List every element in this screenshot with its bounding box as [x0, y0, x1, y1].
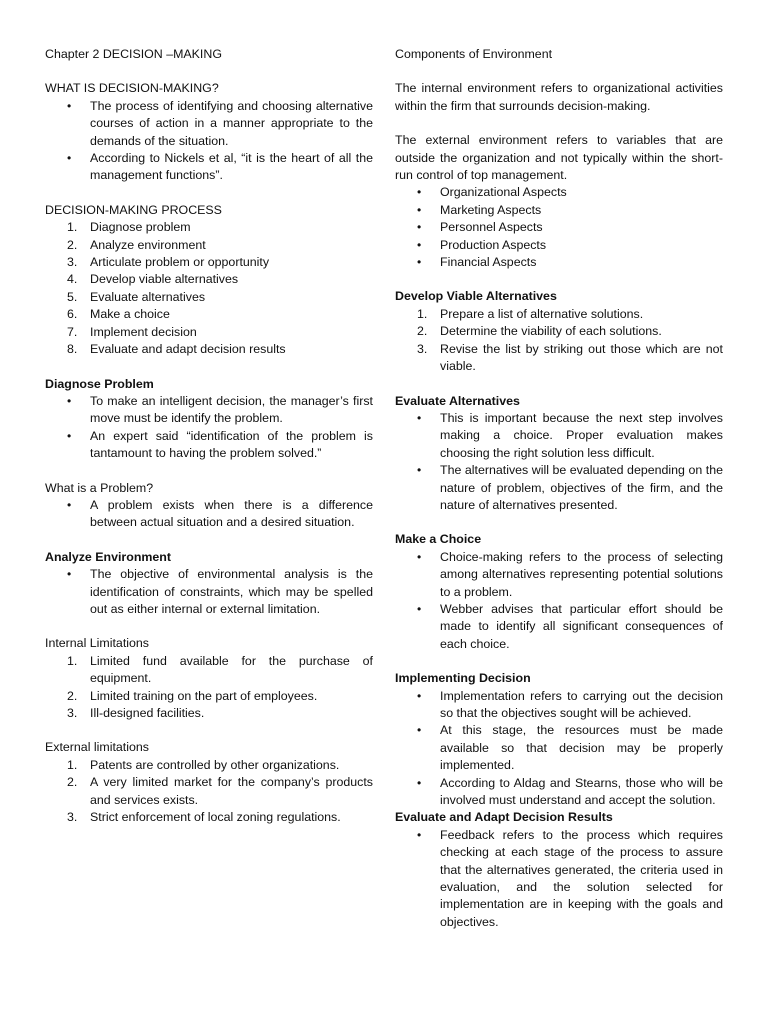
bullet-icon: • [67, 567, 72, 582]
bullet-list [45, 497, 373, 532]
bullet-icon: • [417, 549, 422, 564]
section-heading: Diagnose Problem [45, 376, 154, 391]
list-item [395, 827, 723, 931]
list-number: 3. [417, 341, 428, 356]
section-what-is-decision-making [45, 80, 373, 184]
list-item [395, 202, 723, 219]
list-item-text: Revise the list by striking out those which are not viable. [440, 341, 723, 374]
numbered-list [395, 306, 723, 376]
list-item [395, 219, 723, 236]
list-number: 1. [417, 306, 428, 321]
bullet-icon: • [417, 185, 422, 200]
list-item-text: Limited fund available for the purchase of equipment. [90, 653, 373, 686]
list-item-text: To make an intelligent decision, the manager’s first move must be identify the problem. [90, 393, 373, 426]
list-item-text: According to Nickels et al, “it is the heart of all the management functions”. [90, 151, 373, 183]
list-item [395, 549, 723, 601]
bullet-icon: • [417, 410, 422, 425]
right-column [395, 46, 723, 948]
list-item-text: Webber advises that particular effort should be made to identify all significant consequences of each choice. [440, 601, 723, 651]
list-item-text: Financial Aspects [440, 255, 537, 270]
list-item-text: Marketing Aspects [440, 202, 542, 217]
left-sections [45, 80, 373, 826]
numbered-list [45, 219, 373, 358]
list-item-text: The process of identifying and choosing alternative courses of action in a manner appropriate to the demands of the situation. [90, 98, 373, 148]
list-item [45, 393, 373, 428]
section-evaluate-and-adapt-decision-results [395, 809, 723, 931]
bullet-icon: • [417, 601, 422, 616]
section-external-limitations [45, 739, 373, 826]
list-item [45, 289, 373, 306]
bullet-icon: • [417, 237, 422, 252]
list-item-text: Evaluate and adapt decision results [90, 342, 286, 357]
numbered-list [45, 653, 373, 723]
list-item [395, 601, 723, 653]
list-item [45, 705, 373, 722]
section-diagnose-problem [45, 376, 373, 463]
list-item [45, 219, 373, 236]
section-heading: Evaluate Alternatives [395, 393, 520, 408]
section-heading: External limitations [45, 740, 149, 755]
list-item-text: Limited training on the part of employees. [90, 688, 318, 703]
bullet-icon: • [417, 688, 422, 703]
list-item-text: Prepare a list of alternative solutions. [440, 306, 644, 321]
list-item-text: Articulate problem or opportunity [90, 255, 270, 270]
list-item-text: Production Aspects [440, 237, 547, 252]
list-item-text: Ill-designed facilities. [90, 706, 205, 720]
list-item-text: Analyze environment [90, 237, 206, 252]
list-number: 1. [67, 653, 78, 668]
section-develop-viable-alternatives [395, 288, 723, 375]
list-item-text: Organizational Aspects [440, 185, 567, 200]
bullet-list [45, 98, 373, 185]
bullet-icon: • [417, 827, 422, 842]
components-title: Components of Environment [395, 47, 553, 61]
internal-environment-section [395, 80, 723, 115]
list-item [395, 323, 723, 340]
chapter-title: Chapter 2 DECISION –MAKING [45, 47, 222, 61]
section-evaluate-alternatives [395, 393, 723, 515]
list-item-text: Implementation refers to carrying out the decision so that the objectives sought will be achieved. [440, 688, 723, 720]
bullet-list [395, 549, 723, 653]
bullet-icon: • [67, 98, 72, 113]
list-item-text: Choice-making refers to the process of selecting among alternatives representing potential solutions to a problem. [440, 549, 723, 599]
list-item [45, 757, 373, 774]
section-heading: DECISION-MAKING PROCESS [45, 202, 222, 217]
list-item [395, 410, 723, 462]
list-item-text: The alternatives will be evaluated depending on the nature of problem, objectives of the firm, and the nature of alternatives presented. [440, 463, 723, 512]
bullet-icon: • [67, 151, 72, 166]
list-number: 1. [67, 757, 78, 772]
bullet-icon: • [417, 220, 422, 235]
numbered-list [45, 757, 373, 827]
list-number: 3. [67, 810, 78, 825]
list-item [45, 428, 373, 463]
section-analyze-environment [45, 549, 373, 619]
list-item-text: Strict enforcement of local zoning regulations. [90, 810, 341, 825]
list-item [45, 653, 373, 688]
list-item-text: At this stage, the resources must be made available so that decision may be properly implemented. [440, 723, 723, 773]
list-item-text: A very limited market for the company’s products and services exists. [90, 775, 373, 807]
list-item [45, 809, 373, 826]
section-heading: What is a Problem? [45, 480, 154, 495]
list-item [45, 688, 373, 705]
section-heading: Evaluate and Adapt Decision Results [395, 810, 613, 825]
list-item-text: Develop viable alternatives [90, 272, 239, 287]
list-item [395, 462, 723, 514]
section-heading: Internal Limitations [45, 636, 149, 651]
list-item [395, 306, 723, 323]
list-number: 3. [67, 255, 78, 270]
section-heading: Make a Choice [395, 532, 482, 547]
list-item [395, 184, 723, 201]
list-item [45, 774, 373, 809]
list-item [395, 722, 723, 774]
list-number: 5. [67, 289, 78, 304]
section-heading: Develop Viable Alternatives [395, 289, 557, 304]
list-number: 7. [67, 324, 78, 339]
bullet-list [395, 410, 723, 514]
list-number: 4. [67, 272, 78, 287]
list-number: 2. [67, 688, 78, 703]
list-number: 1. [67, 220, 78, 235]
internal-environment-paragraph: The internal environment refers to organizational activities within the firm that surrounds decision-making. [395, 81, 723, 113]
list-item [45, 271, 373, 288]
list-item-text: The objective of environmental analysis is the identification of constraints, which may be spelled out as either internal or external limitation. [90, 567, 373, 616]
bullet-list [395, 827, 723, 931]
external-environment-section [395, 132, 723, 271]
list-item-text: A problem exists when there is a difference between actual situation and a desired situation. [90, 497, 373, 530]
list-number: 8. [67, 342, 78, 357]
list-item-text: According to Aldag and Stearns, those who will be involved must understand and accept the solution. [440, 775, 723, 808]
bullet-icon: • [67, 428, 72, 443]
bullet-icon: • [417, 202, 422, 217]
list-item-text: Patents are controlled by other organizations. [90, 757, 340, 772]
list-number: 3. [67, 706, 78, 720]
bullet-list [45, 393, 373, 463]
bullet-icon: • [67, 497, 72, 512]
list-item [45, 324, 373, 341]
list-item [45, 237, 373, 254]
section-implementing-decision [395, 670, 723, 809]
list-item-text: Implement decision [90, 324, 197, 339]
list-item [45, 150, 373, 185]
list-item-text: Diagnose problem [90, 220, 191, 235]
list-item-text: Feedback refers to the process which requires checking at each stage of the process to assure that the alternatives generated, the criteria used in evaluation, and the solution selected for implementation are in keeping with the goals and objectives. [440, 827, 723, 929]
list-item [395, 688, 723, 723]
list-item-text: Determine the viability of each solutions. [440, 324, 662, 339]
list-item [395, 237, 723, 254]
section-heading: WHAT IS DECISION-MAKING? [45, 81, 219, 96]
section-what-is-a-problem [45, 480, 373, 532]
section-heading: Analyze Environment [45, 549, 171, 564]
bullet-icon: • [417, 723, 422, 738]
list-item-text: Evaluate alternatives [90, 289, 206, 304]
aspects-list [395, 184, 723, 271]
list-item [395, 775, 723, 810]
bullet-icon: • [417, 775, 422, 790]
list-item [395, 254, 723, 271]
bullet-icon: • [417, 255, 422, 270]
list-number: 6. [67, 307, 78, 322]
list-item [45, 254, 373, 271]
list-item [395, 341, 723, 376]
right-sections [395, 288, 723, 931]
list-number: 2. [67, 775, 78, 790]
list-item [45, 497, 373, 532]
external-environment-paragraph: The external environment refers to variables that are outside the organization and not typically within the short-run control of top management. [395, 133, 723, 183]
section-decision-making-process [45, 202, 373, 359]
bullet-icon: • [417, 463, 422, 478]
list-item-text: Personnel Aspects [440, 220, 543, 235]
list-item-text: This is important because the next step involves making a choice. Proper evaluation makes choosing the right solution less difficult. [440, 410, 723, 460]
bullet-list [45, 566, 373, 618]
bullet-icon: • [67, 393, 72, 408]
list-item [45, 566, 373, 618]
list-item-text: An expert said “identification of the problem is tantamount to having the problem solved.” [90, 428, 373, 461]
list-item-text: Make a choice [90, 307, 170, 322]
list-number: 2. [417, 324, 428, 339]
list-item [45, 306, 373, 323]
list-item [45, 98, 373, 150]
chapter-title-section [45, 46, 373, 63]
section-internal-limitations [45, 635, 373, 722]
section-heading: Implementing Decision [395, 671, 531, 686]
section-make-a-choice [395, 531, 723, 653]
bullet-list [395, 688, 723, 810]
list-number: 2. [67, 237, 78, 252]
left-column [45, 46, 373, 843]
list-item [45, 341, 373, 358]
components-title-section [395, 46, 723, 63]
